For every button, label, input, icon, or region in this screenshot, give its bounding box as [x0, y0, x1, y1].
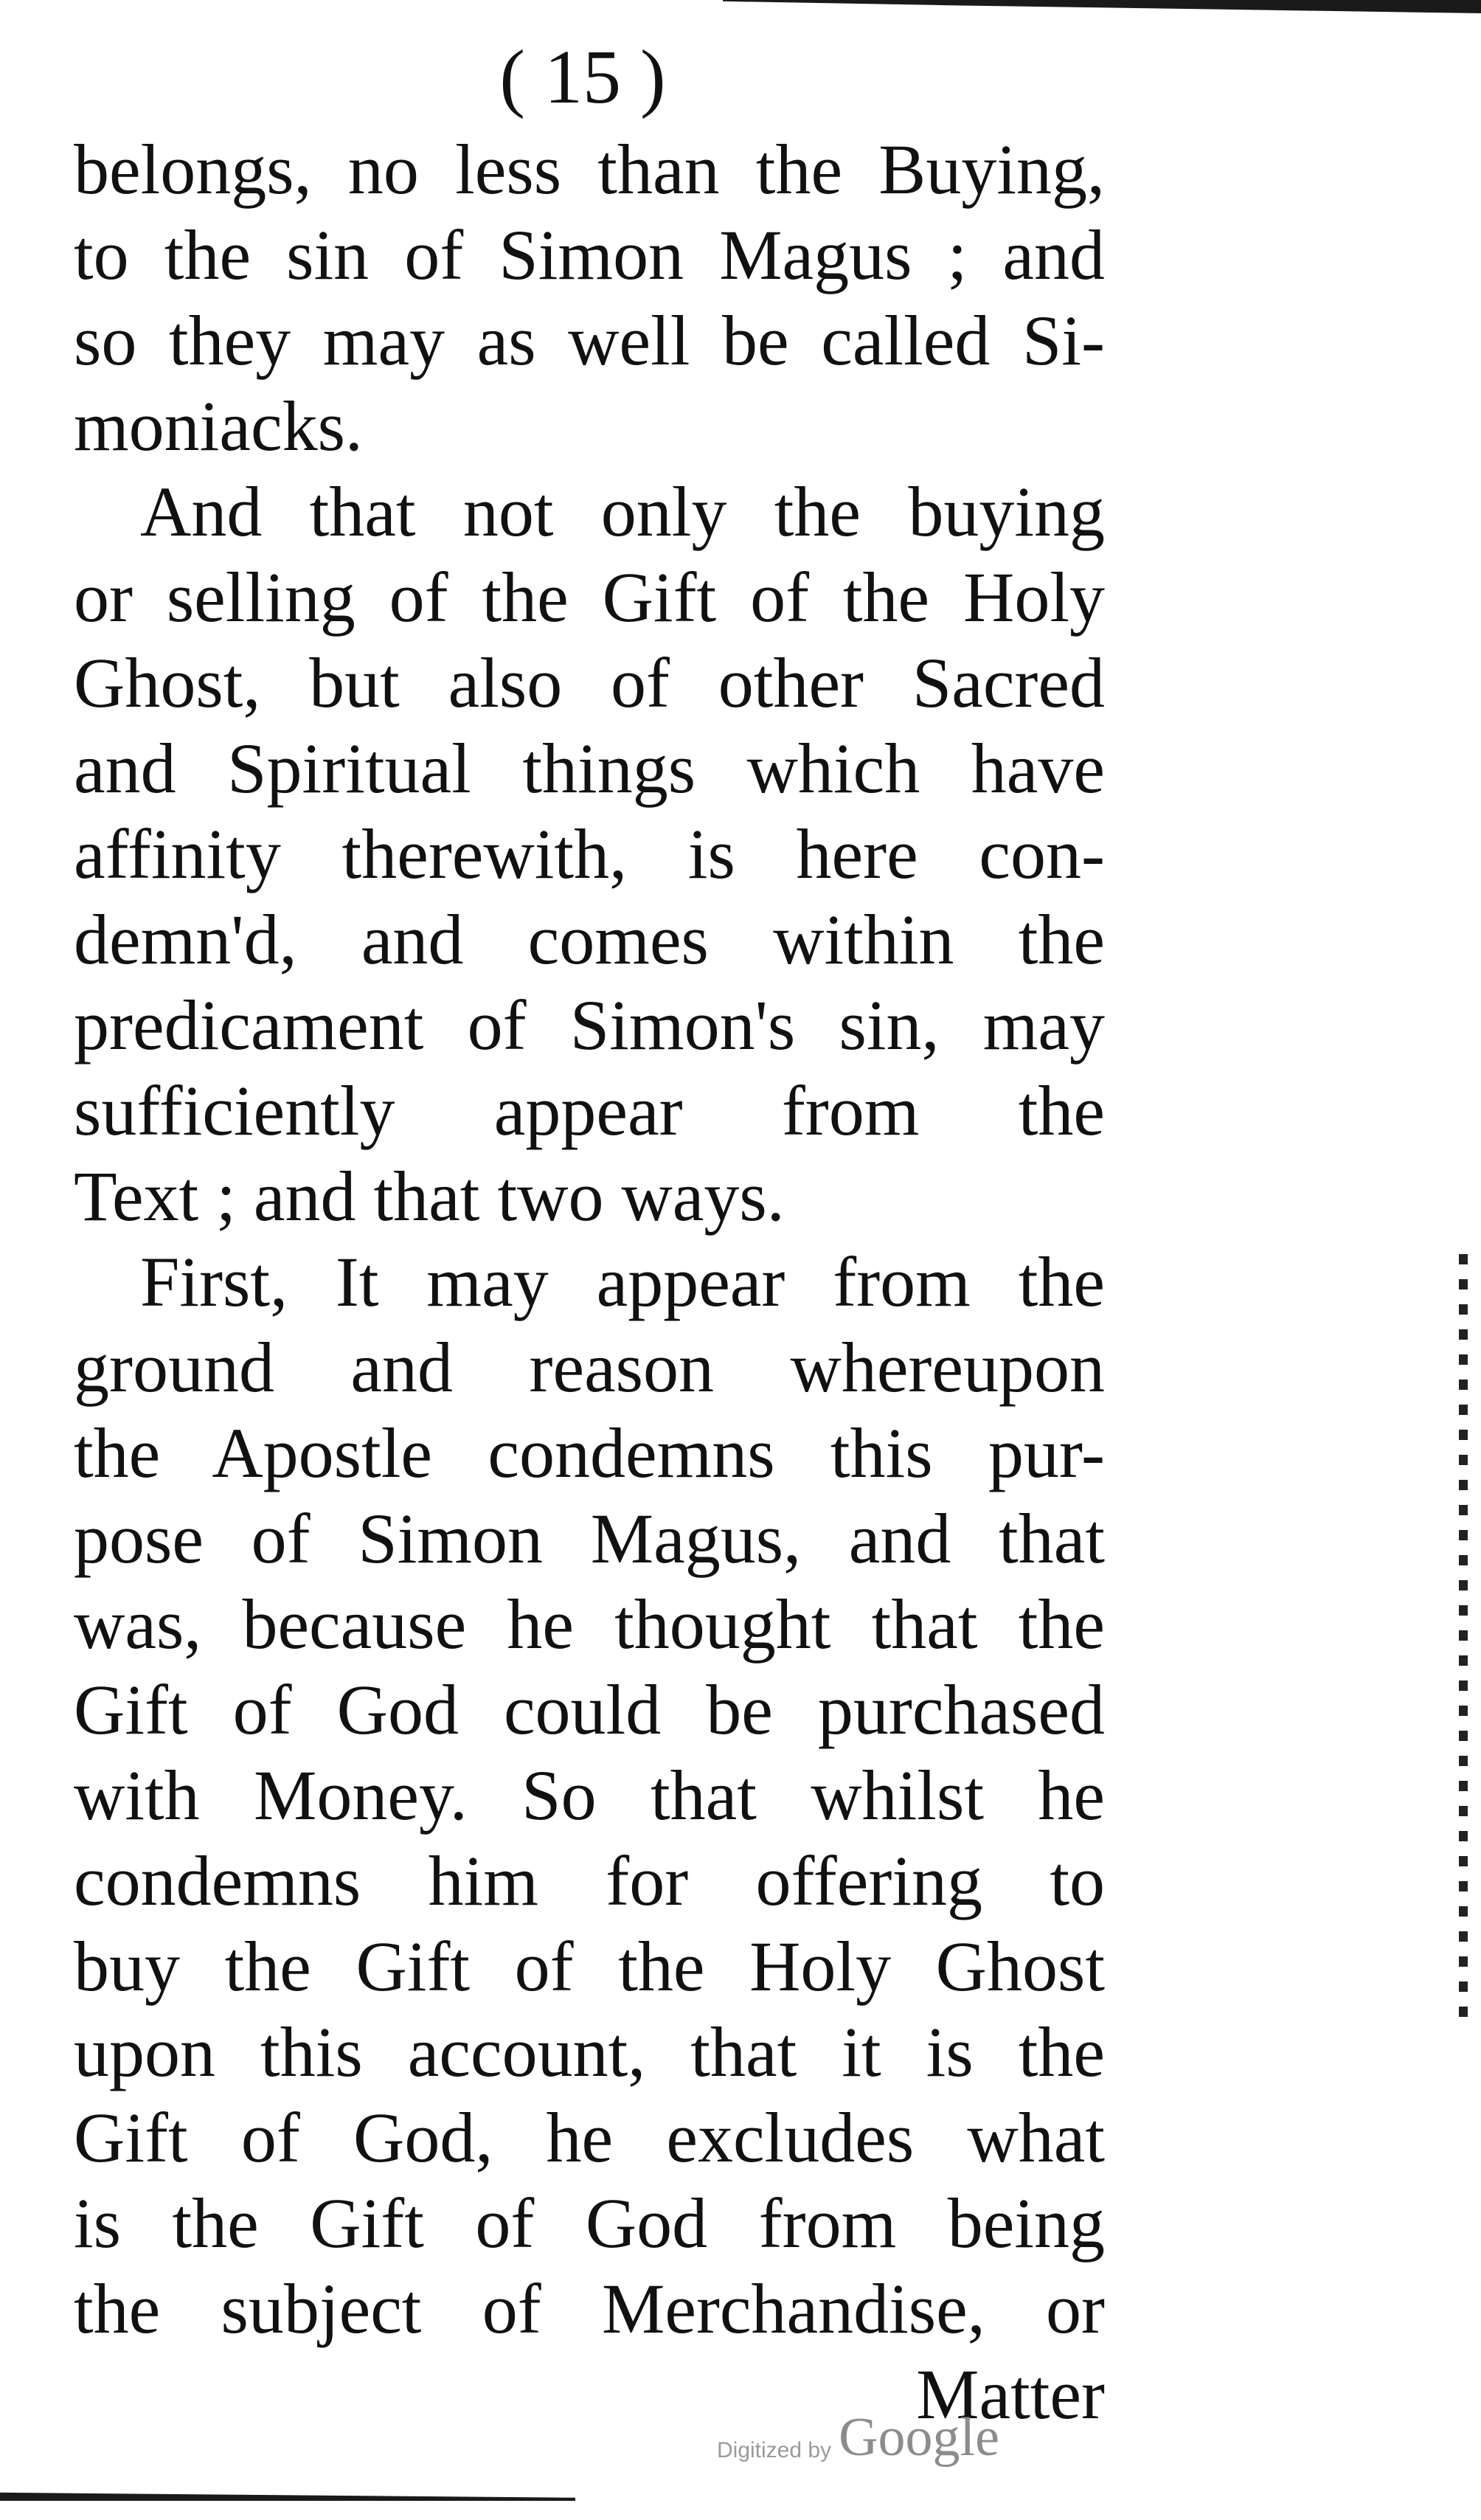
- page-number: ( 15 ): [499, 35, 666, 120]
- catchword: Matter: [916, 2355, 1105, 2434]
- text-line: Text ; and that two ways.: [74, 1157, 785, 1236]
- scan-edge-top: [723, 0, 1481, 13]
- text-line: predicament of Simon's sin, may: [74, 986, 1105, 1065]
- text-line: pose of Simon Magus, and that: [74, 1499, 1105, 1578]
- text-line: the subject of Merchandise, or: [74, 2269, 1105, 2348]
- digitized-by-watermark: [717, 2408, 1027, 2467]
- scan-edge-bottom: [0, 2490, 575, 2501]
- text-line: was, because he thought that the: [74, 1585, 1105, 1664]
- text-line: so they may as well be called Si-: [74, 301, 1105, 380]
- text-line: upon this account, that it is the: [74, 2012, 1105, 2091]
- watermark-brand: Google: [839, 2407, 999, 2468]
- text-line: affinity therewith, is here con-: [74, 814, 1105, 893]
- text-line: belongs, no less than the Buying,: [74, 130, 1105, 209]
- text-line: Ghost, but also of other Sacred: [74, 643, 1105, 722]
- text-line: Gift of God, he excludes what: [74, 2098, 1105, 2177]
- text-line: First, It may appear from the: [140, 1242, 1105, 1321]
- text-line: is the Gift of God from being: [74, 2184, 1105, 2263]
- watermark-prefix: Digitized by: [717, 2438, 832, 2462]
- text-line: Gift of God could be purchased: [74, 1670, 1105, 1749]
- text-line: moniacks.: [74, 387, 363, 465]
- text-line: with Money. So that whilst he: [74, 1756, 1105, 1835]
- text-line: ground and reason whereupon: [74, 1328, 1105, 1407]
- text-line: and Spiritual things which have: [74, 729, 1105, 808]
- scan-edge-right: [1459, 1254, 1468, 2029]
- text-line: buy the Gift of the Holy Ghost: [74, 1927, 1105, 2006]
- text-line: to the sin of Simon Magus ; and: [74, 215, 1105, 294]
- text-line: condemns him for offering to: [74, 1841, 1105, 1920]
- text-line: the Apostle condemns this pur-: [74, 1413, 1105, 1492]
- text-line: sufficiently appear from the: [74, 1071, 1105, 1150]
- body-text: [74, 127, 1105, 2437]
- text-line: And that not only the buying: [140, 472, 1105, 551]
- text-line: or selling of the Gift of the Holy: [74, 558, 1105, 637]
- text-line: demn'd, and comes within the: [74, 900, 1105, 979]
